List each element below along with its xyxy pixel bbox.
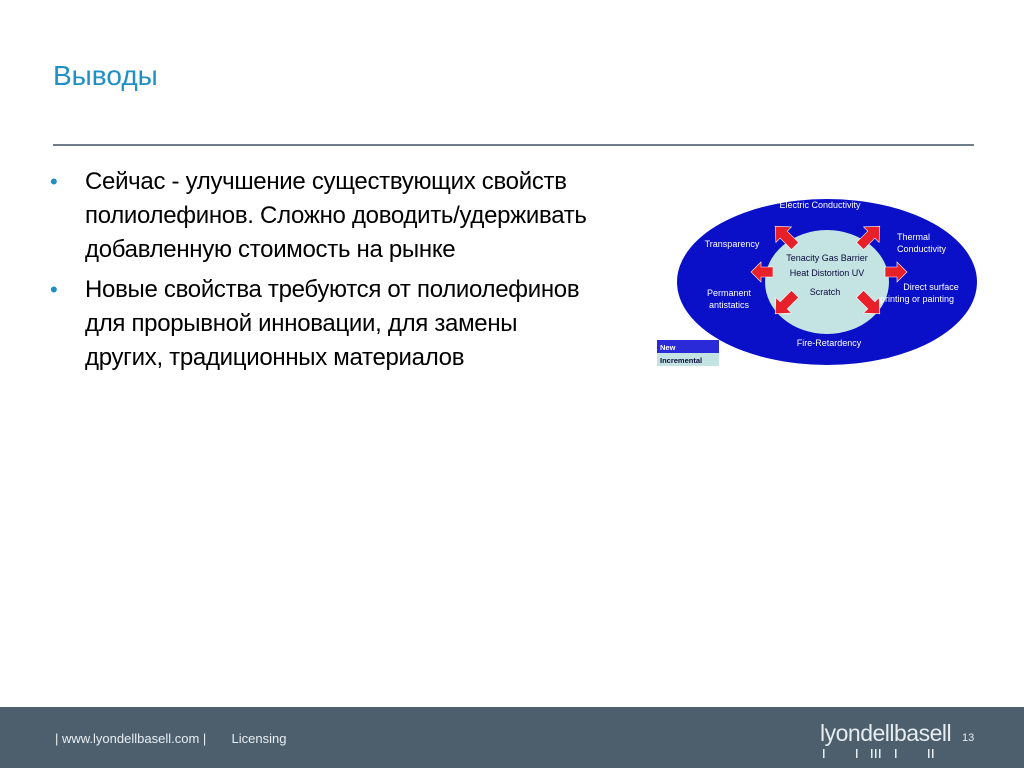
label-permanent: Permanent <box>706 288 752 298</box>
label-electric-conductivity: Electric Conductivity <box>779 200 861 210</box>
label-scratch: Scratch <box>809 287 841 297</box>
label-tenacity-gas: Tenacity Gas Barrier <box>786 253 868 263</box>
brand-logo: lyondellbasell <box>820 720 952 746</box>
diagram-legend <box>657 340 719 366</box>
title-divider <box>53 144 974 146</box>
logo-marks-icon <box>823 749 938 759</box>
label-direct-surface: Direct surface <box>903 282 959 292</box>
footer-text <box>55 731 286 746</box>
slide-footer <box>0 707 1024 768</box>
legend-new-label: New <box>660 343 676 352</box>
bullet-item <box>50 165 590 267</box>
label-thermal-2: Conductivity <box>897 244 947 254</box>
page-number: 13 <box>962 732 975 744</box>
properties-diagram-svg <box>655 182 980 372</box>
bullet-icon: • <box>50 277 58 302</box>
label-heat-uv: Heat Distortion UV <box>789 268 865 278</box>
label-antistatics: antistatics <box>708 300 750 310</box>
legend-incremental-label: Incremental <box>660 356 703 365</box>
bullet-list <box>50 165 590 381</box>
bullet-text: Сейчас - улучшение существующих свойств полиолефинов. Сложно доводить/удерживать добавленную стоимость на рынке <box>85 168 587 263</box>
label-transparency: Transparency <box>704 239 760 249</box>
label-printing: printing or painting <box>879 294 955 304</box>
bullet-item <box>50 273 590 375</box>
inner-circle <box>765 230 889 334</box>
footer-website[interactable]: | www.lyondellbasell.com | <box>55 731 207 746</box>
footer-section: Licensing <box>231 731 287 746</box>
bullet-icon: • <box>50 169 58 194</box>
label-thermal-1: Thermal <box>897 232 931 242</box>
bullet-text: Новые свойства требуются от полиолефинов для прорывной инновации, для замены других, традиционных материалов <box>85 276 580 371</box>
label-fire-retardency: Fire-Retardency <box>796 338 862 348</box>
slide-title: Выводы <box>53 60 158 91</box>
properties-diagram <box>655 182 980 377</box>
